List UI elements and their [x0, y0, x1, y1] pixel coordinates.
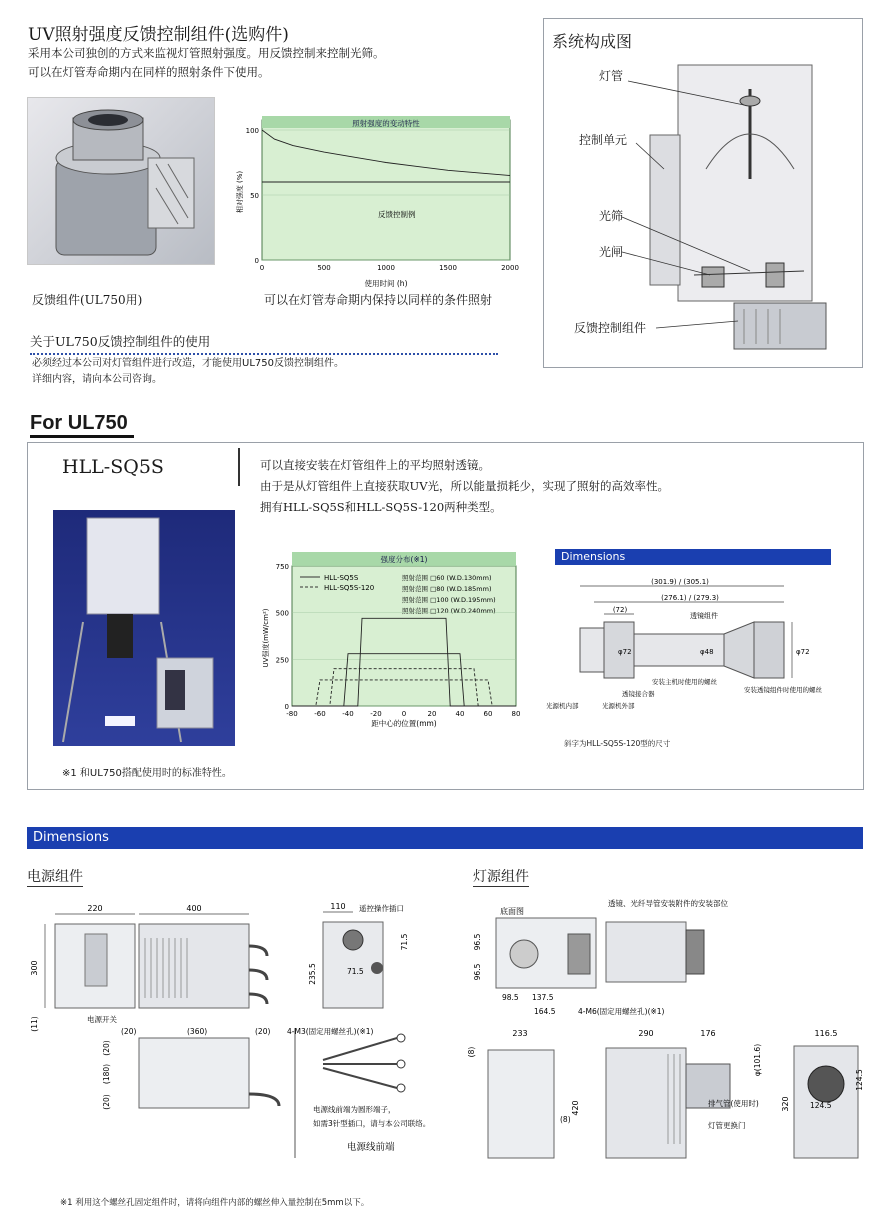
power-unit-drawings — [27, 898, 467, 1168]
dim-remote: 遥控操作插口 — [359, 904, 404, 913]
dim-h71-5b: 71.5 — [347, 967, 364, 976]
y-tick-label: 250 — [275, 656, 289, 665]
ul750-photo — [53, 510, 235, 746]
cable-note-1: 电源线前端为圆形端子， — [313, 1105, 396, 1114]
chart1-ylabel: 相对强度 (%) — [236, 170, 244, 214]
chart2-range-3: 照射范围 □100 (W.D.195mm) — [402, 596, 496, 604]
ul750-desc-2: 由于是从灯管组件上直接获取UV光，所以能量损耗少，实现了照射的高效率性。 — [260, 479, 669, 493]
model-divider — [238, 448, 240, 486]
chart1-xlabel: 使用时间 (h) — [364, 279, 408, 288]
x-tick-label: 1500 — [439, 264, 457, 272]
dim-d20a: (20) — [121, 1027, 137, 1036]
y-tick-label: 750 — [275, 563, 289, 571]
dim-d3: (72) — [612, 606, 628, 614]
dim-m3: 4-M3(固定用螺丝孔)(※1) — [287, 1027, 374, 1036]
dim-switch: 电源开关 — [87, 1015, 117, 1024]
dim-lens: 透镜组件 — [690, 612, 718, 620]
chart2-range-2: 照射范围 □80 (W.D.185mm) — [402, 585, 492, 593]
dim-w400: 400 — [186, 904, 202, 913]
dim-h235-5: 235.5 — [308, 963, 317, 985]
x-tick-label: -80 — [286, 710, 298, 718]
dim-h420: 420 — [571, 1100, 580, 1116]
dimensions-footnote: ※1 利用这个螺丝孔固定组件时，请将向组件内部的螺丝伸入量控制在5mm以下。 — [60, 1198, 370, 1208]
x-tick-label: 2000 — [501, 264, 519, 272]
dim-d20b: (20) — [255, 1027, 271, 1036]
usage-heading: 关于UL750反馈控制组件的使用 — [30, 332, 498, 355]
dim-joint: 透镜接合器 — [622, 690, 655, 698]
dim-d8a: (8) — [467, 1046, 476, 1058]
ul750-desc-1: 可以直接安装在灯管组件上的平均照射透镜。 — [260, 458, 490, 472]
feedback-subtitle-2: 可以在灯管寿命期内在同样的照射条件下使用。 — [28, 65, 270, 79]
ul750-desc-3: 拥有HLL-SQ5S和HLL-SQ5S-120两种类型。 — [260, 500, 502, 514]
ul750-dims-drawing — [540, 574, 840, 714]
label-control-unit: 控制单元 — [579, 133, 628, 147]
dim-v96-5a: 96.5 — [473, 933, 482, 951]
lamp-title: 灯源组件 — [473, 866, 529, 887]
x-tick-label: -40 — [342, 710, 354, 718]
dim-d20d: (20) — [102, 1094, 111, 1110]
dim-h320: 320 — [781, 1096, 790, 1112]
label-feedback-unit: 反馈控制组件 — [574, 321, 647, 335]
x-tick-label: 500 — [317, 264, 331, 272]
dimensions-bar: Dimensions — [27, 827, 863, 849]
ul750-heading: For UL750 — [30, 412, 134, 438]
x-tick-label: 40 — [455, 710, 465, 718]
dim-d20c: (20) — [102, 1040, 111, 1056]
chart2-title: 强度分布(※1) — [380, 555, 428, 564]
dim-outside: 光源机外部 — [602, 702, 635, 710]
chart-caption: 可以在灯管寿命期内保持以同样的条件照射 — [264, 293, 493, 307]
dim-mount: 透镜、光纤导管安装附件的安装部位 — [608, 899, 728, 908]
dim-phi101-6: φ(101.6) — [753, 1043, 762, 1077]
dim-door: 灯管更换门 — [708, 1121, 746, 1130]
feedback-subtitle-1: 采用本公司独创的方式来监视灯管照射强度。用反馈控制来控制光筛。 — [28, 46, 385, 60]
dim-inside: 光源机内部 — [546, 702, 579, 710]
usage-line-1: 必须经过本公司对灯管组件进行改造，才能使用UL750反馈控制组件。 — [32, 358, 344, 369]
label-shutter: 光闸 — [599, 245, 624, 259]
dim-d180: (180) — [102, 1063, 111, 1085]
feedback-unit-photo — [27, 97, 215, 265]
x-tick-label: 0 — [259, 264, 265, 272]
x-tick-label: -60 — [314, 710, 326, 718]
dim-d2: (276.1) / (279.3) — [661, 594, 719, 602]
dim-h71-5a: 71.5 — [400, 933, 409, 951]
dim-w124-5b: 124.5 — [810, 1101, 832, 1110]
ul750-footnote: ※1 和UL750搭配使用时的标准特性。 — [62, 768, 232, 779]
dim-h300: 300 — [30, 960, 39, 976]
dims-note: 斜字为HLL-SQ5S-120型的尺寸 — [564, 739, 671, 748]
y-tick-label: 500 — [275, 609, 289, 618]
system-diagram — [544, 19, 862, 367]
dim-screw2: 安装透镜组件时使用的螺丝 — [744, 686, 822, 694]
x-tick-label: 60 — [483, 710, 493, 718]
y-tick-label: 0 — [284, 703, 289, 711]
photo-caption: 反馈组件(UL750用) — [32, 293, 143, 307]
cable-title: 电源线前端 — [347, 1142, 395, 1153]
model-name: HLL-SQ5S — [62, 456, 164, 478]
chart2-ylabel: UV强度(mW/cm²) — [262, 608, 270, 668]
dim-phi72b: φ72 — [796, 648, 810, 656]
dim-w110: 110 — [330, 902, 346, 911]
ul750-dims-bar: Dimensions — [555, 549, 831, 565]
x-tick-label: 20 — [427, 710, 437, 718]
dim-h11: (11) — [30, 1016, 39, 1032]
dim-d8b: (8) — [560, 1115, 571, 1124]
dim-exhaust: 排气管(使用时) — [708, 1099, 759, 1108]
dim-w116-5: 116.5 — [814, 1029, 838, 1038]
dim-phi48: φ48 — [700, 648, 714, 656]
cable-note-2: 如需3针型插口，请与本公司联络。 — [313, 1119, 431, 1128]
feedback-title: UV照射强度反馈控制组件(选购件) — [28, 25, 289, 45]
label-lamp: 灯管 — [599, 69, 624, 83]
dim-h137-5: 137.5 — [532, 993, 554, 1002]
label-shutter-screen: 光筛 — [599, 209, 624, 223]
dim-w290: 290 — [638, 1029, 654, 1038]
intensity-distribution-chart — [258, 550, 528, 730]
dim-w233: 233 — [512, 1029, 528, 1038]
chart2-range-1: 照射范围 □60 (W.D.130mm) — [402, 574, 492, 582]
chart1-plot-bg — [262, 120, 510, 260]
system-diagram-frame — [543, 18, 863, 368]
dim-d1: (301.9) / (305.1) — [651, 578, 709, 586]
dim-h164-5: 164.5 — [534, 1007, 556, 1016]
power-title: 电源组件 — [27, 866, 83, 887]
x-tick-label: 80 — [511, 710, 521, 718]
dim-v96-5b: 96.5 — [473, 963, 482, 981]
y-tick-label: 50 — [250, 192, 259, 200]
dim-w220: 220 — [87, 904, 103, 913]
dim-phi72a: φ72 — [618, 648, 632, 656]
dim-m6: 4-M6(固定用螺丝孔)(※1) — [578, 1007, 665, 1016]
chart2-range-4: 照射范围 □120 (W.D.240mm) — [402, 607, 496, 615]
x-tick-label: -20 — [370, 710, 382, 718]
x-tick-label: 0 — [401, 710, 407, 718]
lamp-unit-drawings — [468, 894, 868, 1174]
chart2-xlabel: 距中心的位置(mm) — [371, 719, 437, 728]
dim-w124-5a: 124.5 — [855, 1069, 864, 1091]
intensity-variation-chart — [228, 112, 528, 292]
chart1-title: 照射强度的变动特性 — [352, 119, 420, 128]
dim-d360: (360) — [187, 1027, 208, 1036]
dim-w176: 176 — [700, 1029, 716, 1038]
chart1-annotation: 反馈控制例 — [378, 210, 416, 219]
dim-screw1: 安装主机时使用的螺丝 — [652, 678, 717, 686]
dim-h98-5: 98.5 — [502, 993, 519, 1002]
usage-line-2: 详细内容，请向本公司咨询。 — [32, 374, 162, 385]
dim-bottom: 底面图 — [500, 907, 524, 916]
chart2-legend-2: HLL-SQ5S-120 — [324, 584, 375, 592]
x-tick-label: 1000 — [377, 264, 395, 272]
y-tick-label: 0 — [254, 257, 259, 265]
system-title: 系统构成图 — [552, 32, 633, 51]
chart2-legend-1: HLL-SQ5S — [324, 574, 359, 582]
y-tick-label: 100 — [245, 127, 259, 135]
